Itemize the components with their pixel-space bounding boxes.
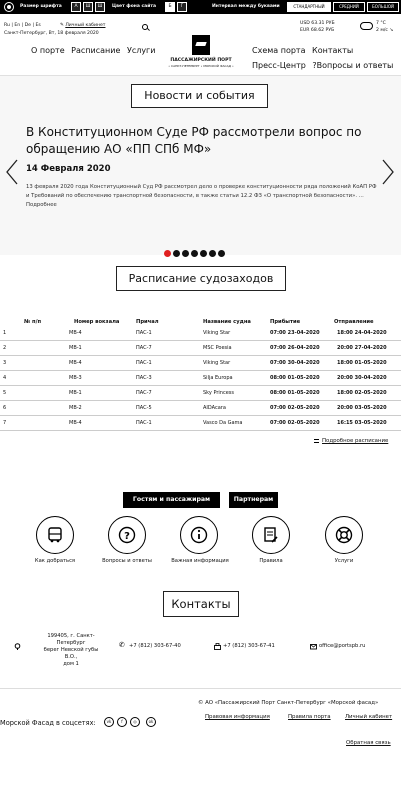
slider-dot[interactable] <box>191 250 198 257</box>
column-header: № п/п <box>24 319 42 325</box>
table-cell: Viking Star <box>203 330 231 336</box>
copyright: © АО «Пассажирский Порт Санкт-Петербург «Морской фасад» <box>198 700 379 706</box>
table-cell: ПАС-1 <box>136 360 152 366</box>
news-date: 14 Февраля 2020 <box>26 164 111 174</box>
key-icon: ✎ <box>60 23 66 28</box>
spacing-large-button[interactable]: БОЛЬШОЙ <box>367 2 399 12</box>
table-cell: МВ-4 <box>69 420 82 426</box>
table-cell: 1 <box>3 330 7 336</box>
language-switcher[interactable]: Ru | En | De | Es <box>4 23 41 28</box>
logo-subtitle: • САНКТ-ПЕТЕРБУРГ • МОРСКОЙ ФАСАД • <box>168 64 234 68</box>
table-cell: МВ-2 <box>69 405 82 411</box>
account-footer-link[interactable]: Личный кабинет <box>345 714 393 720</box>
faq-label: Вопросы и ответы <box>102 558 152 564</box>
nav-press-center[interactable]: Пресс-Центр <box>252 61 306 70</box>
table-cell: 08:00 01-05-2020 <box>270 390 320 396</box>
table-cell: 07:00 02-05-2020 <box>270 420 320 426</box>
table-cell: 18:00 02-05-2020 <box>337 390 387 396</box>
main-nav-left <box>31 46 159 55</box>
partners-button[interactable]: Партнерам <box>229 492 278 508</box>
font-size-medium-button[interactable]: Ш <box>83 2 93 12</box>
news-headline[interactable]: В Конституционном Суде РФ рассмотрели вопрос по обращению АО «ПП СПб МФ» <box>26 125 362 156</box>
facebook-icon[interactable]: f <box>117 717 127 727</box>
slider-next-button[interactable] <box>381 158 395 186</box>
table-cell: ПАС-7 <box>136 390 152 396</box>
important-info-label: Важная информация <box>171 558 229 564</box>
important-info-link[interactable] <box>180 516 218 554</box>
lifebuoy-icon <box>335 526 353 544</box>
table-cell: 7 <box>3 420 7 426</box>
nav-services[interactable]: Услуги <box>126 46 156 55</box>
spacing-label: Интервал между буквами <box>212 4 280 9</box>
table-row[interactable] <box>0 341 401 356</box>
legal-info-link[interactable]: Правовая информация <box>205 714 270 720</box>
slider-dots <box>164 242 227 250</box>
svg-text:?: ? <box>124 531 130 542</box>
nav-about[interactable]: О порте <box>31 46 65 55</box>
slider-dot[interactable] <box>173 250 180 257</box>
column-header: Название судна <box>203 319 251 325</box>
slider-prev-button[interactable] <box>5 158 19 186</box>
table-cell: 18:00 24-04-2020 <box>337 330 387 336</box>
table-cell: МВ-3 <box>69 375 82 381</box>
bg-white-button[interactable]: Б <box>165 2 175 12</box>
services-link[interactable] <box>325 516 363 554</box>
table-cell: 18:00 01-05-2020 <box>337 360 387 366</box>
table-cell: МВ-4 <box>69 330 82 336</box>
slider-dot[interactable] <box>182 250 189 257</box>
table-cell: Silja Europa <box>203 375 233 381</box>
full-schedule-link[interactable]: Подробное расписание <box>322 438 389 444</box>
list-icon <box>314 439 319 443</box>
vk-icon[interactable]: vk <box>104 717 114 727</box>
table-cell: AIDAcara <box>203 405 226 411</box>
feedback-link[interactable]: Обратная связь <box>346 740 391 746</box>
guests-button[interactable]: Гостям и пассажирам <box>123 492 220 508</box>
table-cell: Sky Princess <box>203 390 235 396</box>
slider-dot[interactable] <box>209 250 216 257</box>
odnoklassniki-icon[interactable]: ok <box>146 717 156 727</box>
news-text: 13 февраля 2020 года Конституционный Суд РФ рассмотрел дело о проверке конституционности ряда положений КоАП РФ и Требований по обеспечению транспортной безопасности, в также статьи 12.2 ФЗ «О транспортной безопасности». ... Подробнее <box>26 184 377 208</box>
services-label: Услуги <box>334 558 354 564</box>
port-logo-icon[interactable] <box>192 35 210 55</box>
news-section-title: Новости и события <box>131 84 268 108</box>
main-nav-right-bottom <box>252 61 397 70</box>
slider-dot[interactable] <box>164 250 171 257</box>
document-icon <box>262 526 280 544</box>
chevron-right-icon <box>381 158 395 186</box>
table-cell: МВ-1 <box>69 390 82 396</box>
table-row[interactable] <box>0 401 401 416</box>
main-nav-right-top <box>252 46 357 55</box>
table-cell: 07:00 02-05-2020 <box>270 405 320 411</box>
account-link[interactable]: ✎ Личный кабинет <box>60 23 106 28</box>
table-cell: МВ-4 <box>69 360 82 366</box>
temperature: 7 °C <box>376 21 386 26</box>
table-cell: 5 <box>3 390 7 396</box>
table-cell: 20:00 27-04-2020 <box>337 345 387 351</box>
nav-contacts[interactable]: Контакты <box>312 46 354 55</box>
table-cell: MSC Poesia <box>203 345 232 351</box>
table-cell: 4 <box>3 375 7 381</box>
faq-link[interactable] <box>108 516 146 554</box>
spacing-standard-button[interactable]: СТАНДАРТНЫЙ <box>287 2 331 12</box>
table-cell: ПАС-3 <box>136 375 152 381</box>
mail-icon <box>310 643 317 650</box>
table-cell: 07:00 26-04-2020 <box>270 345 320 351</box>
table-cell: 07:00 23-04-2020 <box>270 330 320 336</box>
bus-icon <box>46 526 64 544</box>
font-size-label: Размер шрифта <box>20 4 62 9</box>
nav-faq[interactable]: ?Вопросы и ответы <box>312 61 394 70</box>
column-header: Причал <box>136 319 159 325</box>
table-cell: 16:15 03-05-2020 <box>337 420 387 426</box>
table-cell: 08:00 01-05-2020 <box>270 375 320 381</box>
table-row[interactable] <box>0 371 401 386</box>
table-cell: ПАС-7 <box>136 345 152 351</box>
fax[interactable]: +7 (812) 303-67-41 <box>223 643 275 649</box>
bg-dark-button[interactable]: Г <box>177 2 187 12</box>
slider-dot[interactable] <box>218 250 225 257</box>
rules-link[interactable] <box>252 516 290 554</box>
font-size-large-button[interactable]: Ш <box>95 2 105 12</box>
directions-label: Как добраться <box>34 558 76 564</box>
table-cell: МВ-1 <box>69 345 82 351</box>
table-cell: 20:00 30-04-2020 <box>337 375 387 381</box>
table-row[interactable] <box>0 386 401 401</box>
font-size-small-button[interactable]: A <box>71 2 81 12</box>
usd-rate: USD 63.31 РУБ <box>300 21 335 26</box>
eye-icon <box>4 2 14 12</box>
table-cell: ПАС-5 <box>136 405 152 411</box>
phone-icon: ✆ <box>119 641 125 649</box>
nav-schedule[interactable]: Расписание <box>71 46 121 55</box>
chevron-left-icon <box>5 158 19 186</box>
location-date: Санкт-Петербург, Вт, 18 февраля 2020 <box>4 31 99 36</box>
instagram-icon[interactable]: ◎ <box>130 717 140 727</box>
table-cell: 6 <box>3 405 7 411</box>
table-cell: Vasco Da Gama <box>203 420 243 426</box>
social-label: Морской Фасад в соцсетях: <box>0 719 96 727</box>
email[interactable]: office@portspb.ru <box>319 643 366 649</box>
accessibility-bar <box>0 0 401 14</box>
cloud-icon <box>360 22 373 30</box>
spacing-medium-button[interactable]: СРЕДНИЙ <box>333 2 365 12</box>
table-row[interactable] <box>0 326 401 341</box>
rules-label: Правила <box>259 558 283 564</box>
slider-dot[interactable] <box>200 250 207 257</box>
column-header: Номер вокзала <box>74 319 120 325</box>
nav-port-map[interactable]: Схема порта <box>252 46 306 55</box>
schedule-section-title: Расписание судозаходов <box>116 266 286 291</box>
port-rules-link[interactable]: Правила порта <box>288 714 331 720</box>
directions-link[interactable] <box>36 516 74 554</box>
fax-icon <box>214 643 221 650</box>
location-pin-icon <box>14 643 21 650</box>
address: 199405, г. Санкт- Петербург берег Невской губы В.О., дом 1 <box>43 633 99 667</box>
table-cell: 07:00 30-04-2020 <box>270 360 320 366</box>
table-cell: 20:00 03-05-2020 <box>337 405 387 411</box>
info-icon <box>190 526 208 544</box>
table-row[interactable] <box>0 356 401 371</box>
column-header: Отправление <box>334 319 374 325</box>
question-icon <box>118 526 136 544</box>
contacts-section-title: Контакты <box>163 591 239 617</box>
column-header: Прибытие <box>270 319 301 325</box>
table-cell: 2 <box>3 345 7 351</box>
bg-color-label: Цвет фона сайта <box>112 4 157 9</box>
phone[interactable]: +7 (812) 303-67-40 <box>129 643 181 649</box>
wind: 2 м/с ↘ <box>376 28 394 33</box>
search-icon[interactable] <box>142 24 148 30</box>
table-row[interactable] <box>0 416 401 431</box>
table-cell: ПАС-1 <box>136 330 152 336</box>
table-cell: 3 <box>3 360 7 366</box>
table-cell: ПАС-1 <box>136 420 152 426</box>
table-cell: Viking Star <box>203 360 231 366</box>
eur-rate: EUR 68.62 РУБ <box>300 28 335 33</box>
logo-title: ПАССАЖИРСКИЙ ПОРТ <box>170 58 232 63</box>
